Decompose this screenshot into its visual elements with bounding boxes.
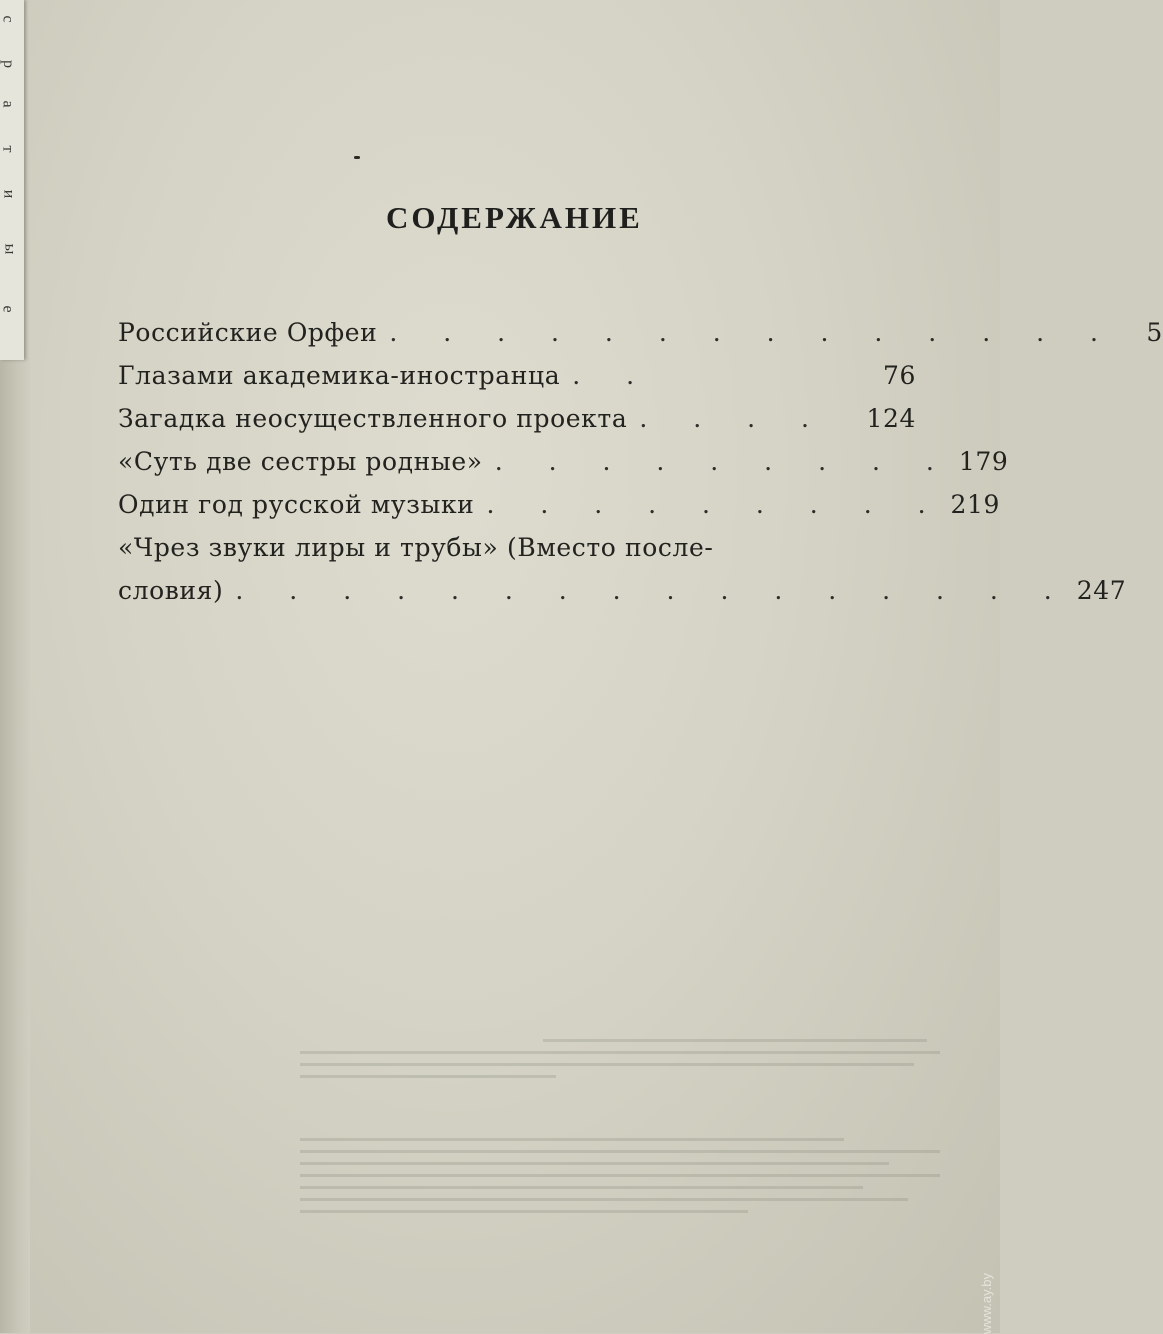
edge-char: т [0, 145, 17, 153]
toc-page-number: 219 [950, 490, 1001, 519]
bleed-through-text [300, 1030, 940, 1222]
edge-char: и [0, 189, 18, 199]
edge-char: е [0, 305, 17, 313]
table-of-contents [118, 318, 1163, 619]
toc-leader-dots: . . . . . . . . . [486, 490, 945, 519]
page-title: СОДЕРЖАНИЕ [386, 200, 643, 235]
toc-entry-title: Один год русской музыки [118, 490, 475, 519]
toc-leader-dots: . . . . . . . . . . . . . . . . [235, 576, 1071, 605]
watermark: www.ay.by [979, 1273, 994, 1334]
toc-entry [118, 576, 1127, 619]
toc-entry [118, 404, 916, 447]
edge-char: ы [1, 243, 19, 255]
toc-entry-title: «Суть две сестры родные» [118, 447, 483, 476]
toc-leader-dots: . . . . . . . . . [494, 447, 953, 476]
edge-char: а [0, 100, 17, 108]
toc-leader-dots: . . [572, 361, 654, 390]
toc-entry-title: словия) [118, 576, 224, 605]
toc-entry [118, 490, 1001, 533]
toc-page-number: 76 [882, 361, 916, 390]
toc-entry [118, 318, 1163, 361]
toc-entry-title: Российские Орфеи [118, 318, 378, 347]
toc-page-number: 247 [1076, 576, 1127, 605]
toc-leader-dots: . . . . [639, 404, 828, 433]
toc-page-number: 124 [866, 404, 916, 433]
edge-char: р [0, 60, 17, 68]
toc-page-number: 179 [958, 447, 1009, 476]
toc-leader-dots: . . . . . . . . . . . . . . [389, 318, 1117, 347]
adjacent-page-edge [0, 0, 24, 360]
edge-char: с [0, 15, 17, 23]
toc-entry [118, 447, 1009, 490]
toc-entry-title-line: «Чрез звуки лиры и трубы» (Вместо после- [118, 533, 714, 562]
toc-entry-title: Загадка неосуществленного проекта [118, 404, 628, 433]
toc-entry [118, 361, 916, 404]
ink-speck [354, 156, 360, 159]
toc-entry-title: Глазами академика-иностранца [118, 361, 561, 390]
toc-page-number: 5 [1146, 318, 1163, 347]
